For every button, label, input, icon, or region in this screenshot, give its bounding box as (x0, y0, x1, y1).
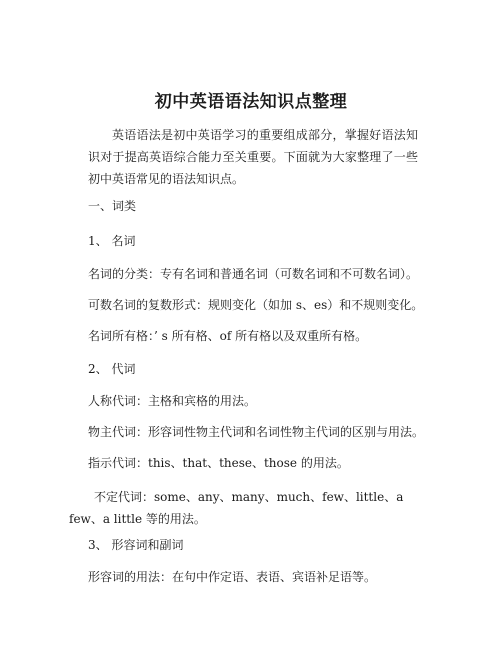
pronoun-point-personal: 人称代词：主格和宾格的用法。 (88, 394, 257, 408)
intro-paragraph: 英语语法是初中英语学习的重要组成部分，掌握好语法知识对于提高英语综合能力至关重要。下面就为大家整理了一些初中英语常见的语法知识点。 (88, 128, 418, 186)
pronoun-point-indefinite: 不定代词：some、any、many、much、few、little、a few、a little 等的用法。 (69, 490, 404, 526)
pronoun-point-demonstrative: 指示代词：this、that、these、those 的用法。 (88, 456, 349, 470)
subheading-adjectives-adverbs: 3、 形容词和副词 (88, 538, 184, 552)
adjective-point-usage: 形容词的用法：在句中作定语、表语、宾语补足语等。 (88, 570, 377, 584)
section-heading-word-classes: 一、词类 (88, 199, 137, 213)
page-title: 初中英语语法知识点整理 (154, 92, 348, 112)
noun-point-plural: 可数名词的复数形式：规则变化（如加 s、es）和不规则变化。 (88, 298, 424, 312)
noun-point-possessive: 名词所有格：’ s 所有格、of 所有格以及双重所有格。 (88, 329, 368, 343)
noun-point-classification: 名词的分类：专有名词和普通名词（可数名词和不可数名词）。 (88, 267, 419, 281)
subheading-nouns: 1、 名词 (88, 234, 136, 248)
subheading-pronouns: 2、 代词 (88, 362, 136, 376)
pronoun-point-possessive: 物主代词：形容词性物主代词和名词性物主代词的区别与用法。 (88, 425, 425, 439)
